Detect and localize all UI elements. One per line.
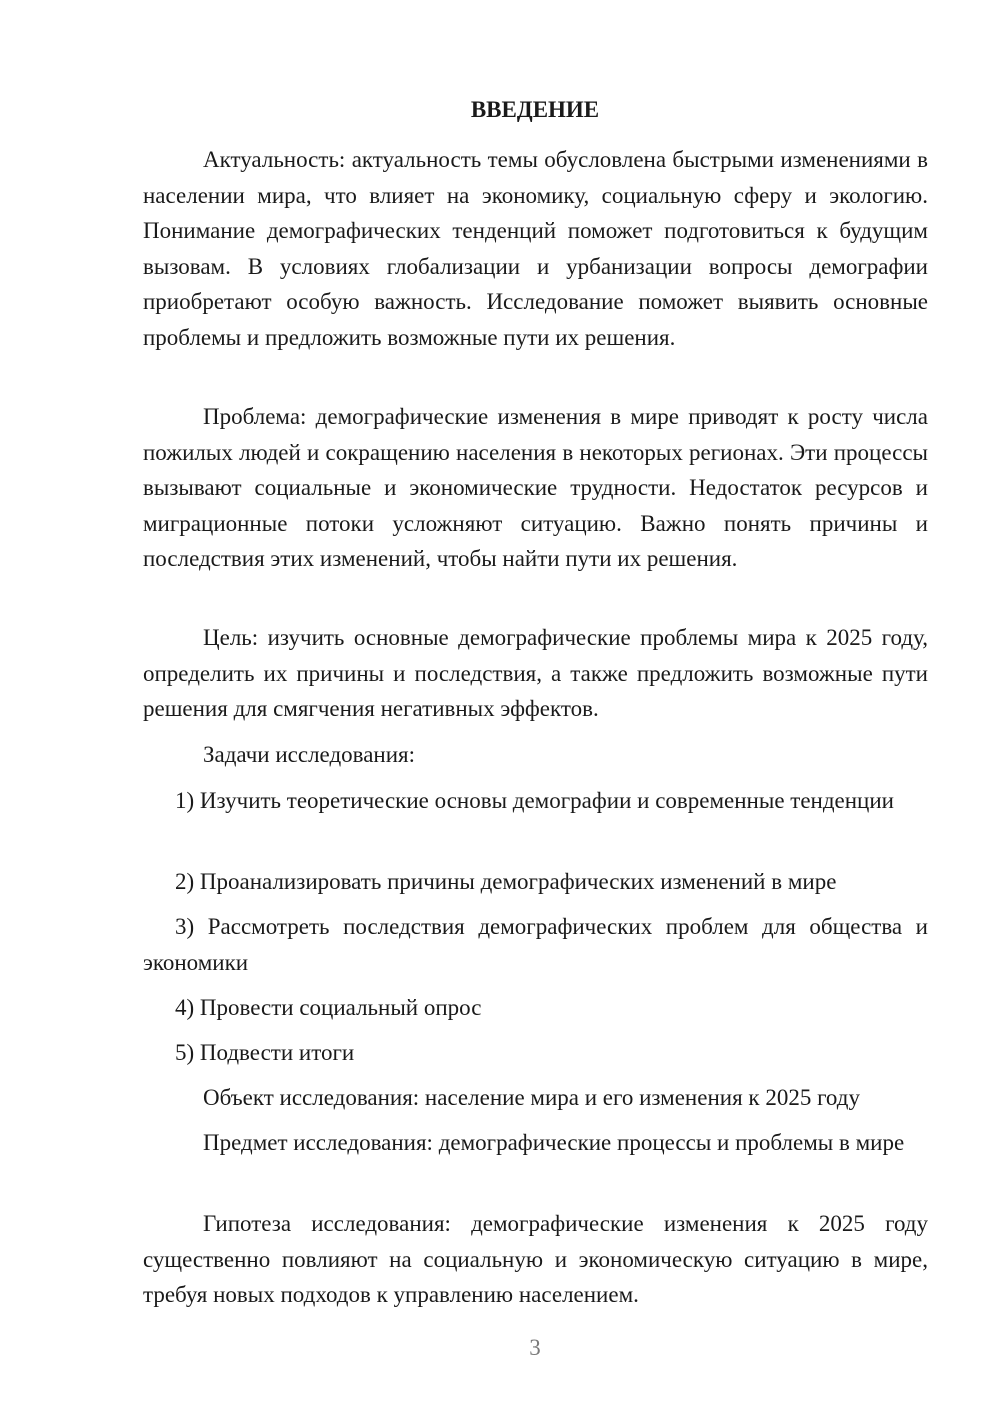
task-item-1: 1) Изучить теоретические основы демографии и современные тенденции: [175, 788, 894, 813]
task-item-4: 4) Провести социальный опрос: [175, 995, 482, 1020]
hypothesis-paragraph: Гипотеза исследования: демографические изменения к 2025 году существенно повлияют на социальную и экономическую ситуацию в мире, требуя новых подходов к управлению населением.: [143, 1211, 928, 1307]
subject-paragraph: Предмет исследования: демографические процессы и проблемы в мире: [203, 1130, 905, 1155]
problem-paragraph: Проблема: демографические изменения в мире приводят к росту числа пожилых людей и сокращению населения в некоторых регионах. Эти процессы вызывают социальные и экономические трудности. Недостаток ресурсов и миграционные потоки усложняют ситуацию. Важно понять причины и последствия этих изменений, чтобы найти пути их решения.: [143, 404, 928, 571]
task-item-2: 2) Проанализировать причины демографических изменений в мире: [175, 869, 837, 894]
object-paragraph: Объект исследования: население мира и его изменения к 2025 году: [203, 1085, 860, 1110]
task-item-3: 3) Рассмотреть последствия демографических проблем для общества и экономики: [143, 914, 928, 975]
task-item-5: 5) Подвести итоги: [175, 1040, 355, 1065]
page-number: 3: [529, 1335, 541, 1360]
tasks-heading: Задачи исследования:: [203, 742, 416, 767]
goal-paragraph: Цель: изучить основные демографические проблемы мира к 2025 году, определить их причины и последствия, а также предложить возможные пути решения для смягчения негативных эффектов.: [143, 625, 928, 721]
relevance-paragraph: Актуальность: актуальность темы обусловлена быстрыми изменениями в населении мира, что влияет на экономику, социальную сферу и экологию. Понимание демографических тенденций поможет подготовиться к будущим вызовам. В условиях глобализации и урбанизации вопросы демографии приобретают особую важность. Исследование поможет выявить основные проблемы и предложить возможные пути их решения.: [143, 147, 928, 350]
page-title: ВВЕДЕНИЕ: [470, 97, 600, 122]
